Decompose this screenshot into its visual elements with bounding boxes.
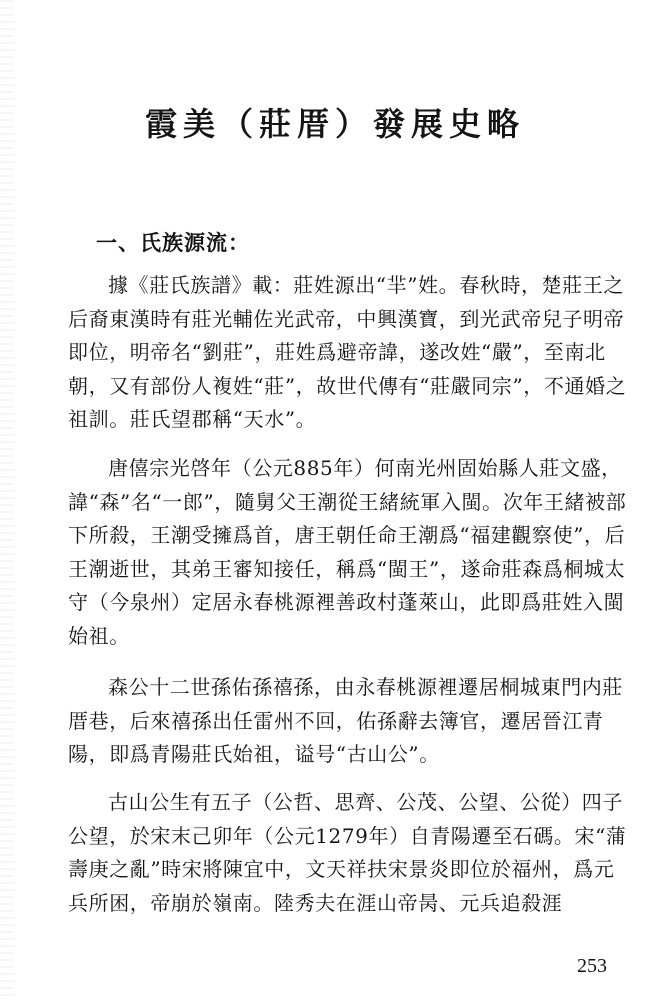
page-number: 253: [577, 955, 607, 977]
paragraph-text: 森公十二世孫佑孫禧孫，由永春桃源裡遷居桐城東門内莊厝巷，后來禧孫出任雷州不回，佑孫辭去簿官，遷居晉江青陽，即爲青陽莊氏始祖，谥号“古山公”。: [68, 675, 623, 766]
page-title: 霞美（莊厝）發展史略: [144, 105, 525, 143]
paragraph-text: 唐僖宗光啓年（公元885年）何南光州固始縣人莊文盛，諱“森”名“一郎”，隨舅父王潮從王緒統軍入閩。次年王緒被部下所殺，王潮受擁爲首，唐王朝任命王潮爲“福建觀察使”，后王潮逝世，其弟王審知接任，稱爲“閩王”，遂命莊森爲桐城太守（今泉州）定居永春桃源裡善政村蓬萊山，此即爲莊姓入閩始祖。: [68, 456, 627, 648]
paragraph-1: [68, 269, 633, 437]
paragraph-text: 古山公生有五子（公哲、思齊、公茂、公望、公從）四子公望，於宋末己卯年（公元1279年）自青陽遷至石碼。宋“蒲壽庚之亂”時宋將陳宜中，文天祥扶宋景炎即位於福州，爲元兵所困，帝崩於嶺南。陸秀夫在涯山帝昺、元兵追殺涯: [68, 790, 627, 915]
paragraph-text: 據《莊氏族譜》載：莊姓源出“羋”姓。春秋時，楚莊王之后裔東漢時有莊光輔佐光武帝，中興漢寶，到光武帝兒子明帝即位，明帝名“劉莊”，莊姓爲避帝諱，遂改姓“嚴”，至南北朝，又有部份人複姓“莊”，故世代傳有“莊嚴同宗”，不通婚之祖訓。莊氏望郡稱“天水”。: [68, 273, 627, 431]
section-heading: 一、氏族源流：: [96, 230, 250, 255]
paragraph-4: [68, 786, 633, 920]
paragraph-3: [68, 671, 633, 772]
paragraph-2: [68, 452, 633, 653]
scan-edge-shadow: [0, 0, 14, 1000]
